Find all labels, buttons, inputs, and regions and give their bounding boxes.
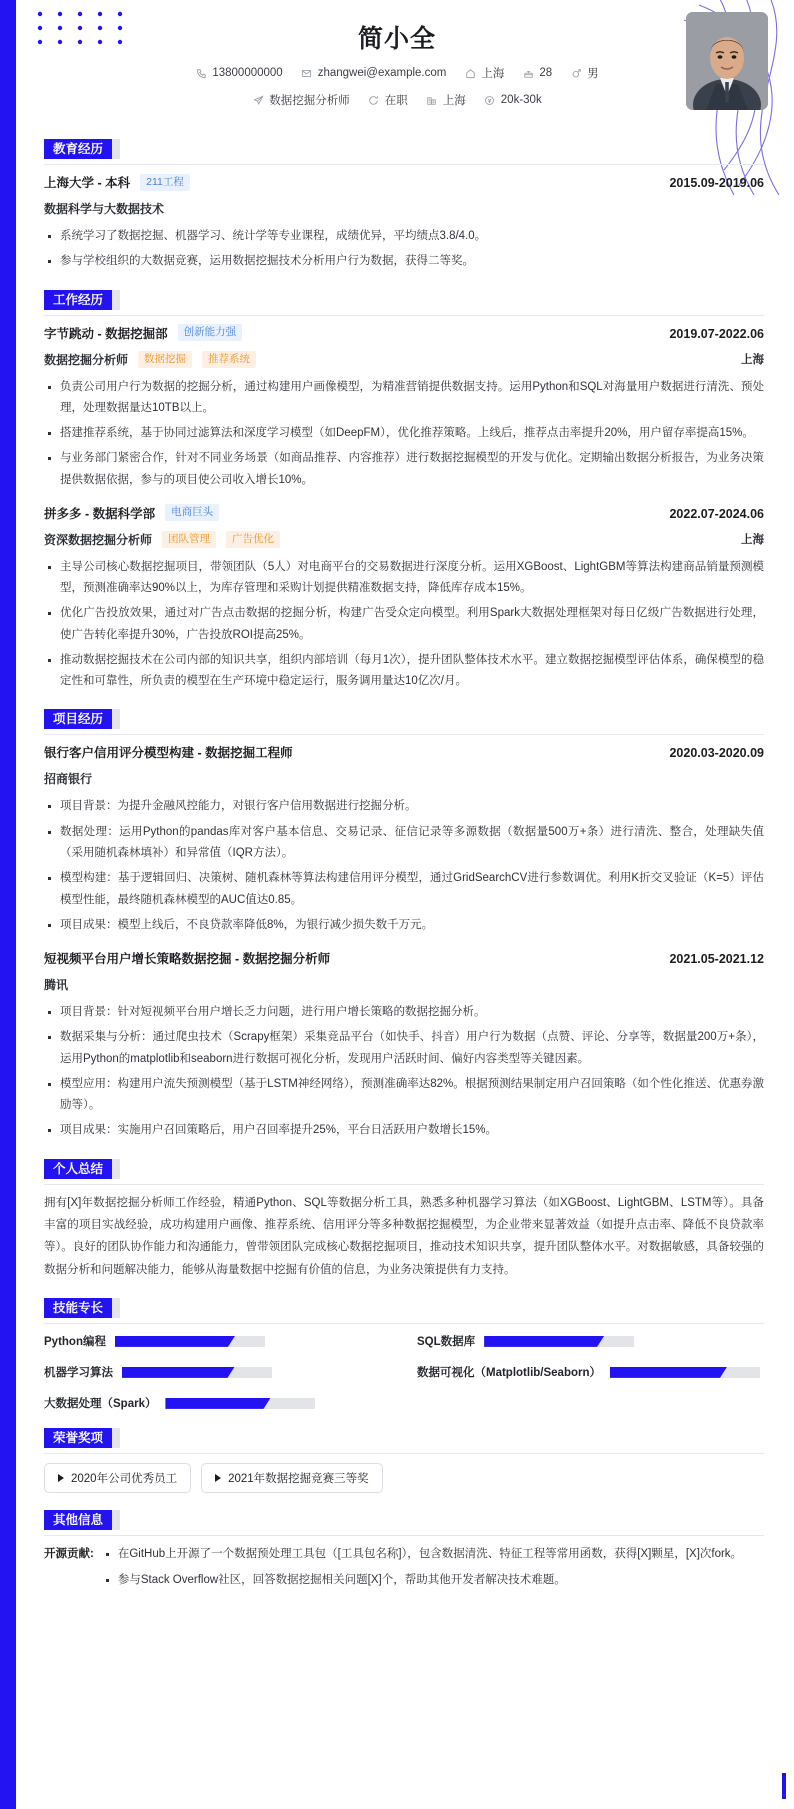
tag-badge: 创新能力强 xyxy=(178,324,243,341)
skill-item xyxy=(417,1364,764,1380)
skill-item xyxy=(44,1364,391,1380)
skill-progress-fill xyxy=(115,1336,235,1347)
play-triangle-icon xyxy=(215,1474,221,1482)
honor-chip[interactable] xyxy=(44,1463,191,1493)
skill-progress-fill xyxy=(484,1336,604,1347)
section-tab-shadow xyxy=(112,1298,120,1318)
role-group xyxy=(44,531,280,548)
section-title-skills: 技能专长 xyxy=(44,1298,112,1318)
project-entry xyxy=(44,743,764,936)
contact-item xyxy=(513,67,561,79)
role-group xyxy=(44,351,256,368)
section-projects xyxy=(44,709,764,1141)
date-range: 2022.07-2024.06 xyxy=(669,506,764,521)
other-info-label: 开源贡献: xyxy=(44,1548,94,1561)
project-name: 短视频平台用户增长策略数据挖掘 - 数据挖掘分析师 xyxy=(44,952,331,967)
section-tab-shadow xyxy=(112,139,120,159)
skill-progress-fill xyxy=(122,1367,235,1378)
skill-progress-bar xyxy=(484,1336,634,1347)
project-entry xyxy=(44,949,764,1142)
date-range: 2015.09-2019.06 xyxy=(669,176,764,190)
entry-header xyxy=(44,949,764,967)
skill-item xyxy=(417,1333,764,1349)
work-entry xyxy=(44,504,764,693)
other-info-bullets xyxy=(102,1544,764,1595)
resume-body xyxy=(0,139,794,1595)
phone-icon xyxy=(195,67,207,79)
section-title-summary: 个人总结 xyxy=(44,1159,112,1179)
section-honors xyxy=(44,1428,764,1493)
skill-label: SQL数据库 xyxy=(417,1336,476,1349)
contact-text: 男 xyxy=(587,68,599,80)
list-item: 负责公司用户行为数据的挖掘分析，通过构建用户画像模型，为精准营销提供数据支持。运用Python和SQL对海量用户数据进行清洗、预处理，处理数据量达10TB以上。 xyxy=(44,377,764,420)
section-divider xyxy=(44,1535,764,1536)
list-item: 模型应用：构建用户流失预测模型（基于LSTM神经网络），预测准确率达82%。根据预测结果制定用户召回策略（如个性化推送、优惠券激励等）。 xyxy=(44,1074,764,1117)
contact-text: zhangwei@example.com xyxy=(317,67,447,79)
section-tab-shadow xyxy=(112,290,120,310)
home-icon xyxy=(464,67,476,79)
contact-text: 数据挖掘分析师 xyxy=(269,95,350,107)
other-info-row xyxy=(44,1544,764,1595)
mail-icon xyxy=(301,67,313,79)
section-work xyxy=(44,290,764,693)
section-title-education: 教育经历 xyxy=(44,139,112,159)
tag-badge: 电商巨头 xyxy=(165,504,219,521)
contact-text: 上海 xyxy=(442,95,466,107)
skill-progress-bar xyxy=(165,1398,315,1409)
contact-item xyxy=(292,67,456,79)
city-icon xyxy=(426,94,438,106)
skill-label: 机器学习算法 xyxy=(44,1367,113,1380)
list-item: 优化广告投放效果，通过对广告点击数据的挖掘分析，构建广告受众定向模型。利用Spark大数据处理框架对每日亿级广告数据进行处理，使广告转化率提升30%，广告投放ROI提高25%。 xyxy=(44,603,764,646)
page-title: 简小全 xyxy=(357,25,436,53)
section-other xyxy=(44,1510,764,1595)
gender-icon xyxy=(570,67,582,79)
major-name: 数据科学与大数据技术 xyxy=(44,202,165,216)
section-divider xyxy=(44,1453,764,1454)
job-title: 数据挖掘分析师 xyxy=(44,352,129,367)
role-line xyxy=(44,531,764,548)
contact-text: 上海 xyxy=(481,68,505,80)
list-item: 数据采集与分析：通过爬虫技术（Scrapy框架）采集竞品平台（如快手、抖音）用户行为数据（点赞、评论、分享等，数据量200万+条），运用Python的matplotlib和seaborn进行数据可视化分析，发现用户活跃时间、偏好内容类型等关键因素。 xyxy=(44,1027,764,1070)
section-summary xyxy=(44,1159,764,1282)
section-title-honors: 荣誉奖项 xyxy=(44,1428,112,1448)
education-entry xyxy=(44,173,764,273)
tag-badge: 211工程 xyxy=(140,174,190,191)
section-divider xyxy=(44,734,764,735)
list-item: 参与Stack Overflow社区，回答数据挖掘相关问题[X]个，帮助其他开发者解决技术难题。 xyxy=(102,1570,764,1591)
date-range: 2019.07-2022.06 xyxy=(669,326,764,341)
contact-item xyxy=(243,92,359,108)
entry-header xyxy=(44,173,764,191)
project-bullets xyxy=(44,796,764,936)
tag-badge: 团队管理 xyxy=(162,531,216,548)
skill-label: 数据可视化（Matplotlib/Seaborn） xyxy=(417,1367,601,1380)
section-skills xyxy=(44,1298,764,1411)
list-item: 与业务部门紧密合作，针对不同业务场景（如商品推荐、内容推荐）进行数据挖掘模型的开发与优化。定期输出数据分析报告，为业务决策提供数据依据，参与的项目使公司收入增长10%。 xyxy=(44,448,764,491)
company-name: 字节跳动 - 数据挖掘部 xyxy=(44,326,168,341)
honor-chip[interactable] xyxy=(201,1463,383,1493)
list-item: 项目成果：实施用户召回策略后，用户召回率提升25%，平台日活跃用户数增长15%。 xyxy=(44,1120,764,1141)
entry-title-group xyxy=(44,504,219,522)
list-item: 推动数据挖掘技术在公司内部的知识共享，组织内部培训（每月1次），提升团队整体技术水平。建立数据挖掘模型评估体系，确保模型的稳定性和可靠性，所负责的模型在生产环境中稳定运行，服务调用量达10亿次/月。 xyxy=(44,650,764,693)
summary-text: 拥有[X]年数据挖掘分析师工作经验，精通Python、SQL等数据分析工具，熟悉多种机器学习算法（如XGBoost、LightGBM、LSTM等）。具备丰富的项目实战经验，成功构建用户画像、推荐系统、信用评分等多种数据挖掘模型，为企业带来显著效益（如提升点击率、降低不良贷款率等）。良好的团队协作能力和沟通能力，曾带领团队完成核心数据挖掘项目，推动技术知识共享，提升团队整体水平。对数据敏感，具备较强的数据分析和问题解决能力，能够从海量数据中挖掘有价值的信息，为业务决策提供有力支持。 xyxy=(44,1196,764,1276)
entry-title-group xyxy=(44,949,330,967)
section-divider xyxy=(44,164,764,165)
list-item: 在GitHub上开源了一个数据预处理工具包（[工具包名称]），包含数据清洗、特征工程等常用函数，获得[X]颗星，[X]次fork。 xyxy=(102,1544,764,1565)
project-org: 招商银行 xyxy=(44,772,93,787)
honor-label: 2021年数据挖掘竞赛三等奖 xyxy=(228,1473,369,1486)
skill-progress-fill xyxy=(610,1367,727,1378)
list-item: 项目背景：针对短视频平台用户增长乏力问题，进行用户增长策略的数据挖掘分析。 xyxy=(44,1002,764,1023)
entry-title-group xyxy=(44,743,293,761)
date-range: 2021.05-2021.12 xyxy=(669,952,764,967)
entry-title-group xyxy=(44,324,242,342)
corner-accent-mark xyxy=(782,1773,786,1799)
section-divider xyxy=(44,1323,764,1324)
contact-item xyxy=(417,92,475,108)
section-tab-shadow xyxy=(112,1510,120,1530)
section-header-honors xyxy=(44,1428,764,1449)
contact-item xyxy=(455,65,513,81)
avatar xyxy=(686,12,768,110)
honor-label: 2020年公司优秀员工 xyxy=(71,1473,178,1486)
status-icon xyxy=(368,94,380,106)
role-line xyxy=(44,351,764,368)
section-tab-shadow xyxy=(112,1159,120,1179)
honors-list xyxy=(44,1463,764,1493)
section-title-other: 其他信息 xyxy=(44,1510,112,1530)
tag-badge: 推荐系统 xyxy=(202,351,256,368)
section-education xyxy=(44,139,764,273)
contact-row-primary xyxy=(30,65,764,81)
target-icon xyxy=(252,94,264,106)
list-item: 模型构建：基于逻辑回归、决策树、随机森林等算法构建信用评分模型，通过GridSearchCV进行参数调优。利用K折交叉验证（K=5）评估模型性能，最终随机森林模型的AUC值达0.85。 xyxy=(44,868,764,911)
contact-text: 13800000000 xyxy=(212,67,283,79)
entry-header xyxy=(44,743,764,761)
project-org: 腾讯 xyxy=(44,978,69,993)
list-item: 系统学习了数据挖掘、机器学习、统计学等专业课程，成绩优异，平均绩点3.8/4.0。 xyxy=(44,226,764,247)
project-name: 银行客户信用评分模型构建 - 数据挖掘工程师 xyxy=(44,746,293,761)
dot-grid-decoration xyxy=(36,10,138,56)
school-name: 上海大学 - 本科 xyxy=(44,176,131,190)
contact-text: 28 xyxy=(539,67,553,79)
section-header-work xyxy=(44,290,764,311)
section-header-skills xyxy=(44,1298,764,1319)
section-tab-shadow xyxy=(112,709,120,729)
section-divider xyxy=(44,1184,764,1185)
cake-icon xyxy=(522,67,534,79)
list-item: 项目背景：为提升金融风控能力，对银行客户信用数据进行挖掘分析。 xyxy=(44,796,764,817)
list-item: 搭建推荐系统，基于协同过滤算法和深度学习模型（如DeepFM），优化推荐策略。上线后，推荐点击率提升20%，用户留存率提高15%。 xyxy=(44,423,764,444)
project-bullets xyxy=(44,1002,764,1142)
education-bullets xyxy=(44,226,764,273)
section-header-summary xyxy=(44,1159,764,1180)
contact-item xyxy=(475,94,551,106)
work-bullets xyxy=(44,377,764,491)
skill-progress-bar xyxy=(610,1367,760,1378)
section-divider xyxy=(44,315,764,316)
company-name: 拼多多 - 数据科学部 xyxy=(44,506,156,521)
skill-progress-bar xyxy=(115,1336,265,1347)
work-location: 上海 xyxy=(741,354,764,367)
skill-item xyxy=(44,1333,391,1349)
section-header-projects xyxy=(44,709,764,730)
section-tab-shadow xyxy=(112,1428,120,1448)
skill-progress-fill xyxy=(165,1398,270,1409)
section-title-work: 工作经历 xyxy=(44,290,112,310)
skill-progress-bar xyxy=(122,1367,272,1378)
entry-header xyxy=(44,324,764,342)
contact-item xyxy=(186,67,291,79)
skills-grid xyxy=(44,1333,764,1411)
skill-label: 大数据处理（Spark） xyxy=(44,1398,157,1411)
contact-row-secondary xyxy=(30,92,764,108)
contact-item xyxy=(359,92,417,108)
contact-item xyxy=(561,65,608,81)
section-title-projects: 项目经历 xyxy=(44,709,112,729)
date-range: 2020.03-2020.09 xyxy=(669,746,764,761)
entry-header xyxy=(44,504,764,522)
job-title: 资深数据挖掘分析师 xyxy=(44,532,153,547)
play-triangle-icon xyxy=(58,1474,64,1482)
work-entry xyxy=(44,324,764,491)
contact-text: 20k-30k xyxy=(500,94,542,106)
work-bullets xyxy=(44,557,764,693)
skill-item xyxy=(44,1395,391,1411)
contact-text: 在职 xyxy=(384,95,408,107)
skill-label: Python编程 xyxy=(44,1336,106,1349)
work-location: 上海 xyxy=(741,534,764,547)
list-item: 数据处理：运用Python的pandas库对客户基本信息、交易记录、征信记录等多源数据（数据量500万+条）进行清洗、整合，处理缺失值（采用随机森林填补）和异常值（IQR方法）。 xyxy=(44,822,764,865)
tag-badge: 广告优化 xyxy=(226,531,280,548)
entry-title-group xyxy=(44,173,190,191)
section-header-other xyxy=(44,1510,764,1531)
list-item: 主导公司核心数据挖掘项目，带领团队（5人）对电商平台的交易数据进行深度分析。运用XGBoost、LightGBM等算法构建商品销量预测模型，预测准确率达90%以上，为库存管理和采购计划提供精准数据支持，降低库存成本15%。 xyxy=(44,557,764,600)
list-item: 项目成果：模型上线后，不良贷款率降低8%，为银行减少损失数千万元。 xyxy=(44,915,764,936)
section-header-education xyxy=(44,139,764,160)
list-item: 参与学校组织的大数据竞赛，运用数据挖掘技术分析用户行为数据，获得二等奖。 xyxy=(44,251,764,272)
salary-icon xyxy=(484,94,496,106)
tag-badge: 数据挖掘 xyxy=(138,351,192,368)
